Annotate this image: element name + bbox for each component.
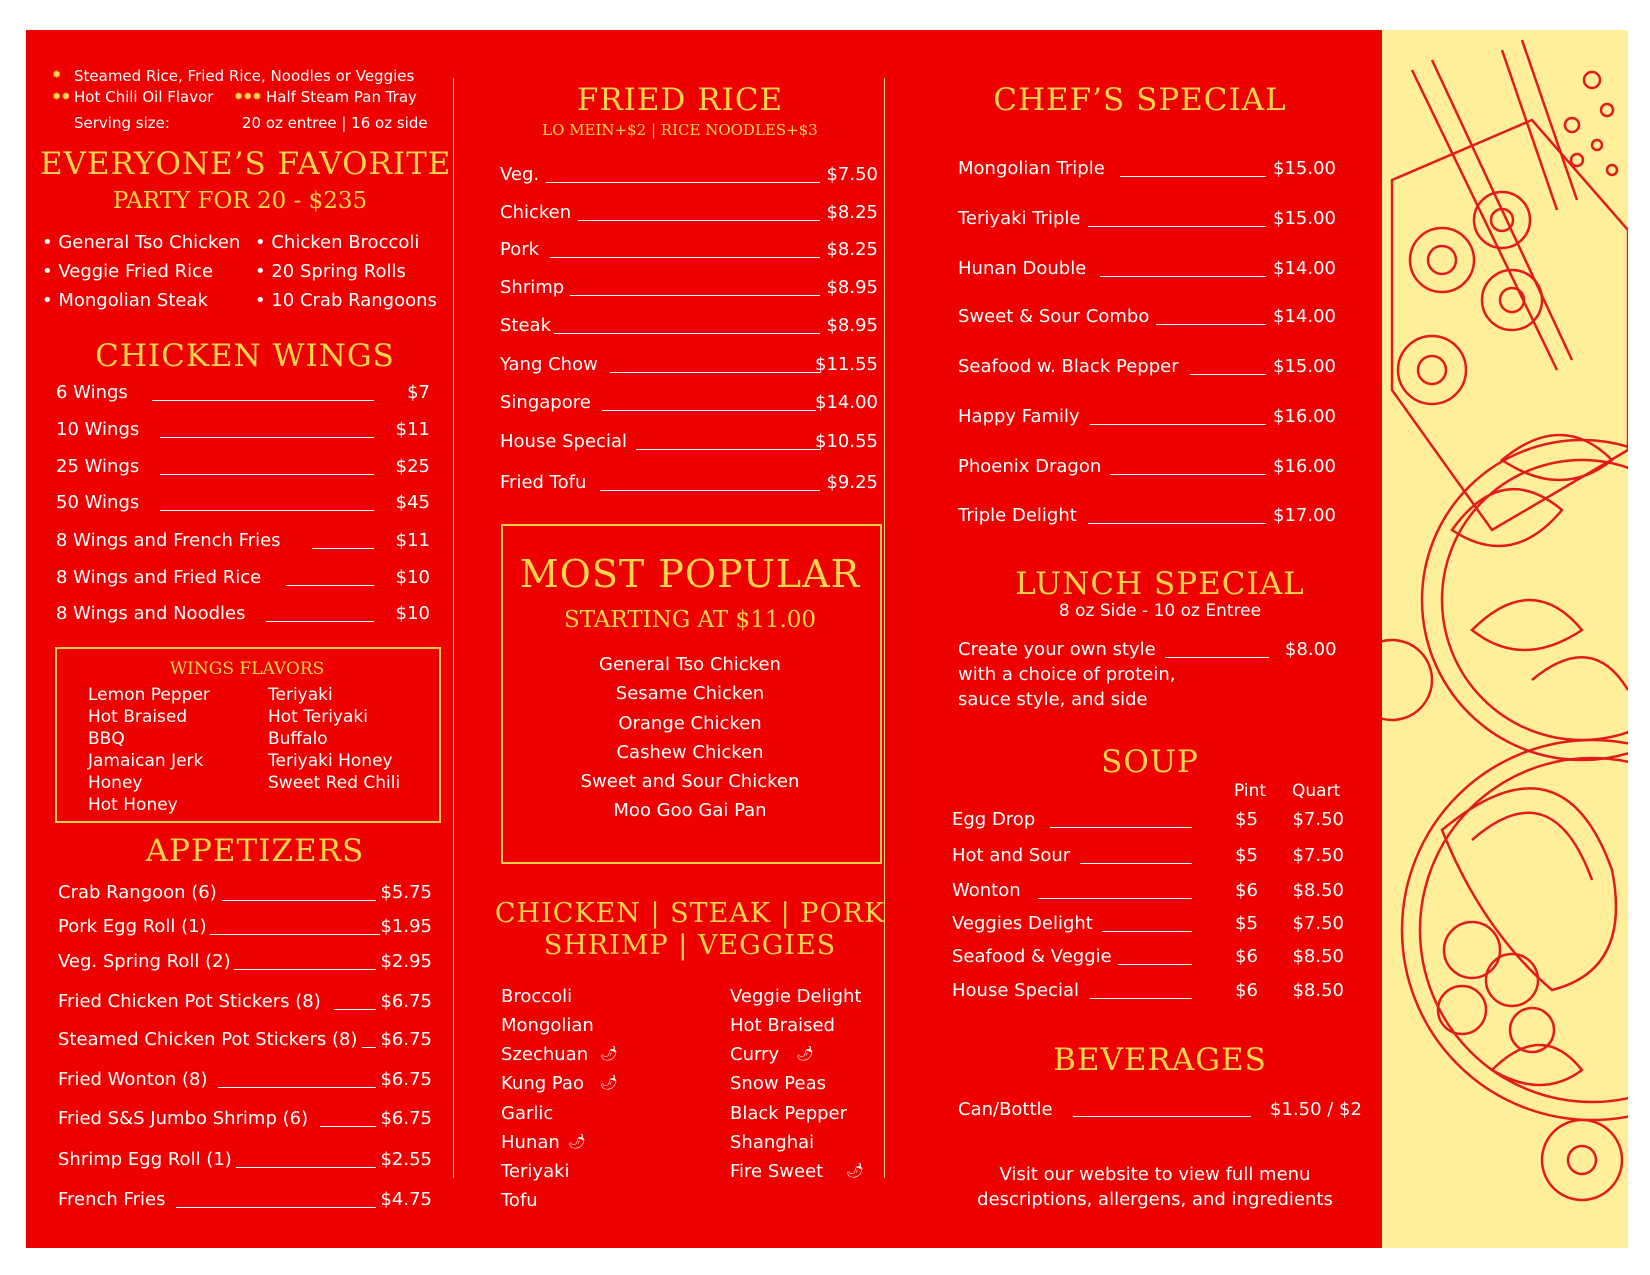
chili-icon: 🌶 bbox=[846, 1163, 864, 1179]
menu-row: 8 Wings and French Fries $11 bbox=[56, 530, 430, 551]
menu-row: Crab Rangoon (6) $5.75 bbox=[58, 882, 432, 903]
most-popular-subtitle: STARTING AT $11.00 bbox=[563, 607, 817, 633]
sauce-item: Hunan bbox=[501, 1132, 560, 1153]
beverage-price: $1.50 / $2 bbox=[1270, 1099, 1362, 1120]
sauce-item: Curry bbox=[730, 1044, 780, 1065]
beverage-leader bbox=[1073, 1116, 1251, 1117]
menu-row: Pork $8.25 bbox=[500, 239, 878, 260]
flavor-item: Jamaican Jerk bbox=[88, 751, 204, 771]
menu-row: House Special $10.55 bbox=[500, 431, 878, 452]
appetizers-title: APPETIZERS bbox=[145, 833, 365, 869]
favorite-item: • 10 Crab Rangoons bbox=[255, 290, 437, 311]
lunch-price: $8.00 bbox=[1285, 639, 1337, 660]
note-chili: Hot Chili Oil Flavor bbox=[74, 88, 214, 106]
sauce-item: Mongolian bbox=[501, 1015, 594, 1036]
soup-row: Hot and Sour $5 $7.50 bbox=[952, 845, 1344, 866]
footer-line-2: descriptions, allergens, and ingredients bbox=[977, 1189, 1333, 1210]
menu-row: Fried Chicken Pot Stickers (8) $6.75 bbox=[58, 991, 432, 1012]
footer-line-1: Visit our website to view full menu bbox=[999, 1164, 1311, 1185]
sauce-item: Tofu bbox=[501, 1190, 538, 1211]
wings-flavors-title: WINGS FLAVORS bbox=[169, 659, 325, 679]
menu-row: Shrimp $8.95 bbox=[500, 277, 878, 298]
sauce-item: Teriyaki bbox=[501, 1161, 570, 1182]
menu-row: Shrimp Egg Roll (1) $2.55 bbox=[58, 1149, 432, 1170]
soup-col-pint: Pint bbox=[1234, 781, 1267, 801]
soup-col-quart: Quart bbox=[1292, 781, 1341, 801]
favorite-item: • Veggie Fried Rice bbox=[42, 261, 214, 282]
popular-item: Cashew Chicken bbox=[616, 742, 764, 763]
menu-row: 8 Wings and Fried Rice $10 bbox=[56, 567, 430, 588]
menu-row: French Fries $4.75 bbox=[58, 1189, 432, 1210]
menu-row: Mongolian Triple $15.00 bbox=[958, 158, 1336, 179]
sauce-item: Snow Peas bbox=[730, 1073, 826, 1094]
column-divider-1 bbox=[453, 78, 454, 1178]
lunch-line-3: sauce style, and side bbox=[958, 689, 1148, 710]
menu-row: Steamed Chicken Pot Stickers (8) $6.75 bbox=[58, 1029, 432, 1050]
flavor-item: Hot Braised bbox=[88, 707, 188, 727]
chili-icon: 🌶 bbox=[600, 1046, 618, 1062]
favorite-item: • General Tso Chicken bbox=[42, 232, 241, 253]
menu-row: Seafood w. Black Pepper $15.00 bbox=[958, 356, 1336, 377]
soup-row: House Special $6 $8.50 bbox=[952, 980, 1344, 1001]
note-bullet-1: ✹ bbox=[52, 68, 62, 81]
proteins-line-1: CHICKEN | STEAK | PORK bbox=[494, 898, 886, 929]
serving-label: Serving size: bbox=[74, 114, 170, 132]
soup-row: Egg Drop $5 $7.50 bbox=[952, 809, 1344, 830]
menu-row: 10 Wings $11 bbox=[56, 419, 430, 440]
wings-title: CHICKEN WINGS bbox=[95, 338, 395, 374]
flavor-item: Lemon Pepper bbox=[88, 685, 210, 705]
chili-icon: 🌶 bbox=[796, 1046, 814, 1062]
menu-row: Happy Family $16.00 bbox=[958, 406, 1336, 427]
beverages-title: BEVERAGES bbox=[1053, 1042, 1267, 1078]
sauce-item: Garlic bbox=[501, 1103, 554, 1124]
flavor-item: Buffalo bbox=[268, 729, 328, 749]
soup-row: Veggies Delight $5 $7.50 bbox=[952, 913, 1344, 934]
popular-item: General Tso Chicken bbox=[599, 654, 781, 675]
lunch-leader bbox=[1165, 657, 1269, 658]
favorite-title: EVERYONE’S FAVORITE bbox=[40, 146, 452, 182]
menu-row: Chicken $8.25 bbox=[500, 202, 878, 223]
menu-row: Fried Tofu $9.25 bbox=[500, 472, 878, 493]
lunch-special-title: LUNCH SPECIAL bbox=[1015, 566, 1305, 602]
note-bullet-3: ✹✹✹ bbox=[234, 90, 262, 103]
popular-item: Moo Goo Gai Pan bbox=[613, 800, 767, 821]
lunch-line-2: with a choice of protein, bbox=[958, 664, 1176, 685]
soup-row: Wonton $6 $8.50 bbox=[952, 880, 1344, 901]
sauce-item: Black Pepper bbox=[730, 1103, 848, 1124]
menu-row: 6 Wings $7 bbox=[56, 382, 430, 403]
menu-row: Veg. $7.50 bbox=[500, 164, 878, 185]
flavor-item: Honey bbox=[88, 773, 143, 793]
menu-row: Fried S&S Jumbo Shrimp (6) $6.75 bbox=[58, 1108, 432, 1129]
flavor-item: Teriyaki Honey bbox=[268, 751, 393, 771]
menu-row: Fried Wonton (8) $6.75 bbox=[58, 1069, 432, 1090]
sauce-item: Hot Braised bbox=[730, 1015, 835, 1036]
chili-icon: 🌶 bbox=[600, 1075, 618, 1091]
serving-value: 20 oz entree | 16 oz side bbox=[242, 114, 428, 132]
menu-row: 8 Wings and Noodles $10 bbox=[56, 603, 430, 624]
popular-item: Sweet and Sour Chicken bbox=[580, 771, 800, 792]
menu-row: 25 Wings $25 bbox=[56, 456, 430, 477]
flavor-item: Sweet Red Chili bbox=[268, 773, 401, 793]
lunch-line-1: Create your own style bbox=[958, 639, 1156, 660]
flavor-item: Teriyaki bbox=[268, 685, 333, 705]
lunch-special-subtitle: 8 oz Side - 10 oz Entree bbox=[1058, 601, 1262, 621]
soup-row: Seafood & Veggie $6 $8.50 bbox=[952, 946, 1344, 967]
menu-row: Yang Chow $11.55 bbox=[500, 354, 878, 375]
menu-row: Steak $8.95 bbox=[500, 315, 878, 336]
sauce-item: Szechuan bbox=[501, 1044, 589, 1065]
menu-row: Veg. Spring Roll (2) $2.95 bbox=[58, 951, 432, 972]
menu-row: Triple Delight $17.00 bbox=[958, 505, 1336, 526]
menu-row: Pork Egg Roll (1) $1.95 bbox=[58, 916, 432, 937]
favorite-item: • Mongolian Steak bbox=[42, 290, 208, 311]
sauce-item: Broccoli bbox=[501, 986, 573, 1007]
chili-icon: 🌶 bbox=[568, 1134, 586, 1150]
sauce-item: Kung Pao bbox=[501, 1073, 584, 1094]
beverage-name: Can/Bottle bbox=[958, 1099, 1053, 1120]
sauce-item: Shanghai bbox=[730, 1132, 815, 1153]
menu-row: Hunan Double $14.00 bbox=[958, 258, 1336, 279]
menu-row: Singapore $14.00 bbox=[500, 392, 878, 413]
sauce-item: Veggie Delight bbox=[730, 986, 862, 1007]
menu-row: Phoenix Dragon $16.00 bbox=[958, 456, 1336, 477]
note-tray: Half Steam Pan Tray bbox=[266, 88, 417, 106]
proteins-line-2: SHRIMP | VEGGIES bbox=[543, 930, 837, 961]
popular-item: Sesame Chicken bbox=[615, 683, 765, 704]
menu-row: 50 Wings $45 bbox=[56, 492, 430, 513]
chef-special-title: CHEF’S SPECIAL bbox=[993, 82, 1287, 118]
note-rice: Steamed Rice, Fried Rice, Noodles or Veggies bbox=[74, 67, 415, 85]
favorite-item: • Chicken Broccoli bbox=[255, 232, 420, 253]
popular-item: Orange Chicken bbox=[618, 713, 762, 734]
flavor-item: BBQ bbox=[88, 729, 125, 749]
soup-title: SOUP bbox=[1101, 744, 1199, 780]
sauce-item: Fire Sweet bbox=[730, 1161, 824, 1182]
flavor-item: Hot Honey bbox=[88, 795, 178, 815]
menu-row: Sweet & Sour Combo $14.00 bbox=[958, 306, 1336, 327]
menu-row: Teriyaki Triple $15.00 bbox=[958, 208, 1336, 229]
most-popular-title: MOST POPULAR bbox=[519, 552, 861, 596]
food-illustration bbox=[1382, 30, 1628, 1248]
favorite-subtitle: PARTY FOR 20 - $235 bbox=[112, 188, 368, 214]
flavor-item: Hot Teriyaki bbox=[268, 707, 368, 727]
favorite-item: • 20 Spring Rolls bbox=[255, 261, 406, 282]
note-bullet-2: ✹✹ bbox=[52, 90, 71, 103]
fried-rice-title: FRIED RICE bbox=[576, 82, 784, 118]
fried-rice-subtitle: LO MEIN+$2 | RICE NOODLES+$3 bbox=[542, 121, 818, 139]
